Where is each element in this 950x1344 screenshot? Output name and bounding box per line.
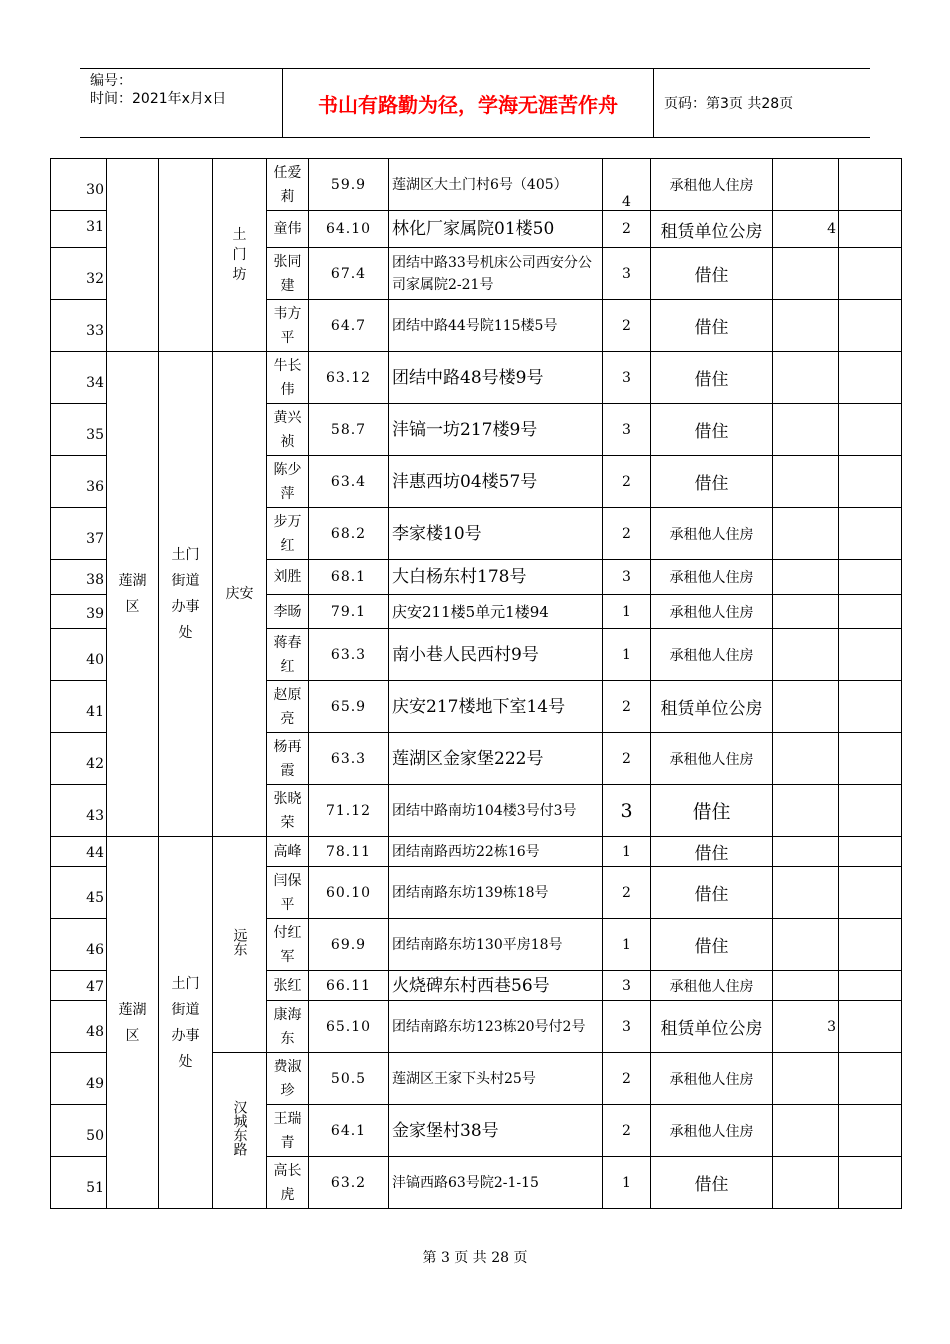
housing-status: 借住: [651, 404, 773, 456]
blank-cell: [839, 159, 902, 211]
applicant-name: 付红军: [267, 919, 309, 971]
blank-cell: [839, 1105, 902, 1157]
community-cell: 远东: [213, 837, 267, 1053]
extra-value: [773, 733, 839, 785]
header-motto: 书山有路勤为径，学海无涯苦作舟: [283, 69, 654, 137]
applicant-name: 刘胜: [267, 560, 309, 595]
address: 团结中路44号院115楼5号: [389, 300, 603, 352]
area-value: 64.1: [309, 1105, 389, 1157]
area-value: 63.4: [309, 456, 389, 508]
housing-status: 承租他人住房: [651, 1053, 773, 1105]
community-cell: 汉城东路: [213, 1053, 267, 1209]
applicant-name: 张晓荣: [267, 785, 309, 837]
area-value: 69.9: [309, 919, 389, 971]
blank-cell: [839, 1001, 902, 1053]
area-value: 64.10: [309, 211, 389, 248]
blank-cell: [839, 508, 902, 560]
blank-cell: [839, 629, 902, 681]
blank-cell: [839, 681, 902, 733]
address: 沣镐西路63号院2-1-15: [389, 1157, 603, 1209]
extra-value: 4: [773, 211, 839, 248]
household-count: 2: [603, 1105, 651, 1157]
address: 团结南路东坊139栋18号: [389, 867, 603, 919]
extra-value: [773, 456, 839, 508]
row-number: 30: [51, 159, 107, 211]
area-value: 59.9: [309, 159, 389, 211]
applicant-name: 牛长伟: [267, 352, 309, 404]
row-number: 35: [51, 404, 107, 456]
area-value: 67.4: [309, 248, 389, 300]
page-footer: 第 3 页 共 28 页: [422, 1250, 528, 1266]
address: 林化厂家属院01楼50: [389, 211, 603, 248]
row-number: 45: [51, 867, 107, 919]
household-count: 3: [603, 971, 651, 1001]
document-number-label: 编号：: [90, 73, 132, 89]
extra-value: [773, 508, 839, 560]
blank-cell: [839, 971, 902, 1001]
row-number: 36: [51, 456, 107, 508]
address: 庆安211楼5单元1楼94: [389, 595, 603, 629]
area-value: 71.12: [309, 785, 389, 837]
household-count: 3: [603, 248, 651, 300]
row-number: 37: [51, 508, 107, 560]
applicant-name: 张同建: [267, 248, 309, 300]
applicant-name: 费淑珍: [267, 1053, 309, 1105]
row-number: 42: [51, 733, 107, 785]
area-value: 68.2: [309, 508, 389, 560]
extra-value: [773, 681, 839, 733]
housing-status: 借住: [651, 456, 773, 508]
row-number: 49: [51, 1053, 107, 1105]
applicant-name: 童伟: [267, 211, 309, 248]
header-meta: [80, 69, 283, 137]
applicant-name: 任爱莉: [267, 159, 309, 211]
extra-value: 3: [773, 1001, 839, 1053]
blank-cell: [839, 404, 902, 456]
applicant-name: 杨再霞: [267, 733, 309, 785]
address: 南小巷人民西村9号: [389, 629, 603, 681]
blank-cell: [839, 1053, 902, 1105]
blank-cell: [839, 919, 902, 971]
district-cell: 莲湖区: [107, 837, 159, 1209]
applicant-name: 赵原亮: [267, 681, 309, 733]
extra-value: [773, 595, 839, 629]
household-count: 3: [603, 404, 651, 456]
blank-cell: [839, 456, 902, 508]
table-row: [51, 352, 902, 404]
housing-status: 租赁单位公房: [651, 211, 773, 248]
row-number: 31: [51, 211, 107, 248]
address: 庆安217楼地下室14号: [389, 681, 603, 733]
household-count: 2: [603, 867, 651, 919]
household-count: 3: [603, 1001, 651, 1053]
applicant-name: 闫保平: [267, 867, 309, 919]
row-number: 38: [51, 560, 107, 595]
applicant-name: 蒋春红: [267, 629, 309, 681]
document-date-label: 时间：2021年x月x日: [90, 91, 227, 107]
housing-status: 承租他人住房: [651, 629, 773, 681]
household-count: 4: [603, 159, 651, 211]
table-row: [51, 159, 902, 211]
address: 团结中路48号楼9号: [389, 352, 603, 404]
address: 沣惠西坊04楼57号: [389, 456, 603, 508]
community-cell: 土门坊: [213, 159, 267, 352]
address: 团结南路东坊123栋20号付2号: [389, 1001, 603, 1053]
applicant-name: 李旸: [267, 595, 309, 629]
blank-cell: [839, 867, 902, 919]
extra-value: [773, 404, 839, 456]
area-value: 65.10: [309, 1001, 389, 1053]
row-number: 40: [51, 629, 107, 681]
applicant-name: 步万红: [267, 508, 309, 560]
housing-status: 租赁单位公房: [651, 1001, 773, 1053]
area-value: 63.2: [309, 1157, 389, 1209]
blank-cell: [839, 248, 902, 300]
applicant-name: 王瑞青: [267, 1105, 309, 1157]
address: 团结南路东坊130平房18号: [389, 919, 603, 971]
extra-value: [773, 248, 839, 300]
area-value: 50.5: [309, 1053, 389, 1105]
housing-status: 承租他人住房: [651, 733, 773, 785]
household-count: 1: [603, 629, 651, 681]
household-count: 3: [603, 785, 651, 837]
row-number: 33: [51, 300, 107, 352]
row-number: 51: [51, 1157, 107, 1209]
office-cell: 土门街道办事处: [159, 352, 213, 837]
blank-cell: [839, 352, 902, 404]
extra-value: [773, 785, 839, 837]
household-count: 1: [603, 919, 651, 971]
household-count: 1: [603, 1157, 651, 1209]
applicant-name: 高峰: [267, 837, 309, 867]
blank-cell: [839, 1157, 902, 1209]
area-value: 79.1: [309, 595, 389, 629]
extra-value: [773, 1157, 839, 1209]
applicant-name: 高长虎: [267, 1157, 309, 1209]
area-value: 64.7: [309, 300, 389, 352]
header-page-label: 页码：第3页 共28页: [664, 96, 794, 112]
address: 金家堡村38号: [389, 1105, 603, 1157]
housing-status: 承租他人住房: [651, 971, 773, 1001]
blank-cell: [839, 595, 902, 629]
blank-cell: [839, 560, 902, 595]
address: 团结南路西坊22栋16号: [389, 837, 603, 867]
address: 沣镐一坊217楼9号: [389, 404, 603, 456]
household-count: 1: [603, 595, 651, 629]
household-count: 3: [603, 560, 651, 595]
area-value: 66.11: [309, 971, 389, 1001]
area-value: 63.3: [309, 629, 389, 681]
household-count: 2: [603, 1053, 651, 1105]
blank-cell: [839, 837, 902, 867]
row-number: 32: [51, 248, 107, 300]
housing-status: 承租他人住房: [651, 159, 773, 211]
housing-status: 承租他人住房: [651, 595, 773, 629]
household-count: 2: [603, 681, 651, 733]
housing-status: 借住: [651, 352, 773, 404]
extra-value: [773, 300, 839, 352]
household-count: 3: [603, 352, 651, 404]
row-number: 48: [51, 1001, 107, 1053]
applicant-name: 张红: [267, 971, 309, 1001]
household-count: 2: [603, 733, 651, 785]
area-value: 68.1: [309, 560, 389, 595]
extra-value: [773, 629, 839, 681]
household-count: 1: [603, 837, 651, 867]
blank-cell: [839, 300, 902, 352]
area-value: 60.10: [309, 867, 389, 919]
row-number: 41: [51, 681, 107, 733]
address: 莲湖区王家下头村25号: [389, 1053, 603, 1105]
row-number: 46: [51, 919, 107, 971]
area-value: 65.9: [309, 681, 389, 733]
blank-cell: [839, 733, 902, 785]
address: 大白杨东村178号: [389, 560, 603, 595]
area-value: 63.12: [309, 352, 389, 404]
address: 团结中路南坊104楼3号付3号: [389, 785, 603, 837]
address: 团结中路33号机床公司西安分公司家属院2-21号: [389, 248, 603, 300]
address: 火烧碑东村西巷56号: [389, 971, 603, 1001]
housing-status: 借住: [651, 867, 773, 919]
address: 李家楼10号: [389, 508, 603, 560]
extra-value: [773, 159, 839, 211]
row-number: 47: [51, 971, 107, 1001]
housing-status: 承租他人住房: [651, 560, 773, 595]
extra-value: [773, 1053, 839, 1105]
extra-value: [773, 867, 839, 919]
household-count: 2: [603, 508, 651, 560]
community-cell: 庆安: [213, 352, 267, 837]
district-cell-empty: [107, 159, 159, 352]
extra-value: [773, 971, 839, 1001]
extra-value: [773, 560, 839, 595]
table-row: [51, 837, 902, 867]
housing-status: 借住: [651, 785, 773, 837]
applicant-name: 陈少萍: [267, 456, 309, 508]
housing-status: 租赁单位公房: [651, 681, 773, 733]
housing-status: 借住: [651, 837, 773, 867]
blank-cell: [839, 785, 902, 837]
row-number: 39: [51, 595, 107, 629]
housing-status: 承租他人住房: [651, 508, 773, 560]
household-count: 2: [603, 300, 651, 352]
address: 莲湖区金家堡222号: [389, 733, 603, 785]
applicant-table: [50, 158, 902, 1209]
blank-cell: [839, 211, 902, 248]
page-header: [80, 68, 870, 138]
row-number: 34: [51, 352, 107, 404]
extra-value: [773, 1105, 839, 1157]
row-number: 43: [51, 785, 107, 837]
housing-status: 借住: [651, 300, 773, 352]
extra-value: [773, 352, 839, 404]
applicant-name: 黄兴祯: [267, 404, 309, 456]
row-number: 44: [51, 837, 107, 867]
applicant-name: 韦方平: [267, 300, 309, 352]
extra-value: [773, 837, 839, 867]
extra-value: [773, 919, 839, 971]
household-count: 2: [603, 211, 651, 248]
applicant-name: 康海东: [267, 1001, 309, 1053]
address: 莲湖区大土门村6号（405）: [389, 159, 603, 211]
area-value: 58.7: [309, 404, 389, 456]
housing-status: 借住: [651, 1157, 773, 1209]
housing-status: 承租他人住房: [651, 1105, 773, 1157]
housing-status: 借住: [651, 919, 773, 971]
office-cell-empty: [159, 159, 213, 352]
office-cell: 土门街道办事处: [159, 837, 213, 1209]
household-count: 2: [603, 456, 651, 508]
housing-status: 借住: [651, 248, 773, 300]
row-number: 50: [51, 1105, 107, 1157]
area-value: 63.3: [309, 733, 389, 785]
district-cell: 莲湖区: [107, 352, 159, 837]
area-value: 78.11: [309, 837, 389, 867]
